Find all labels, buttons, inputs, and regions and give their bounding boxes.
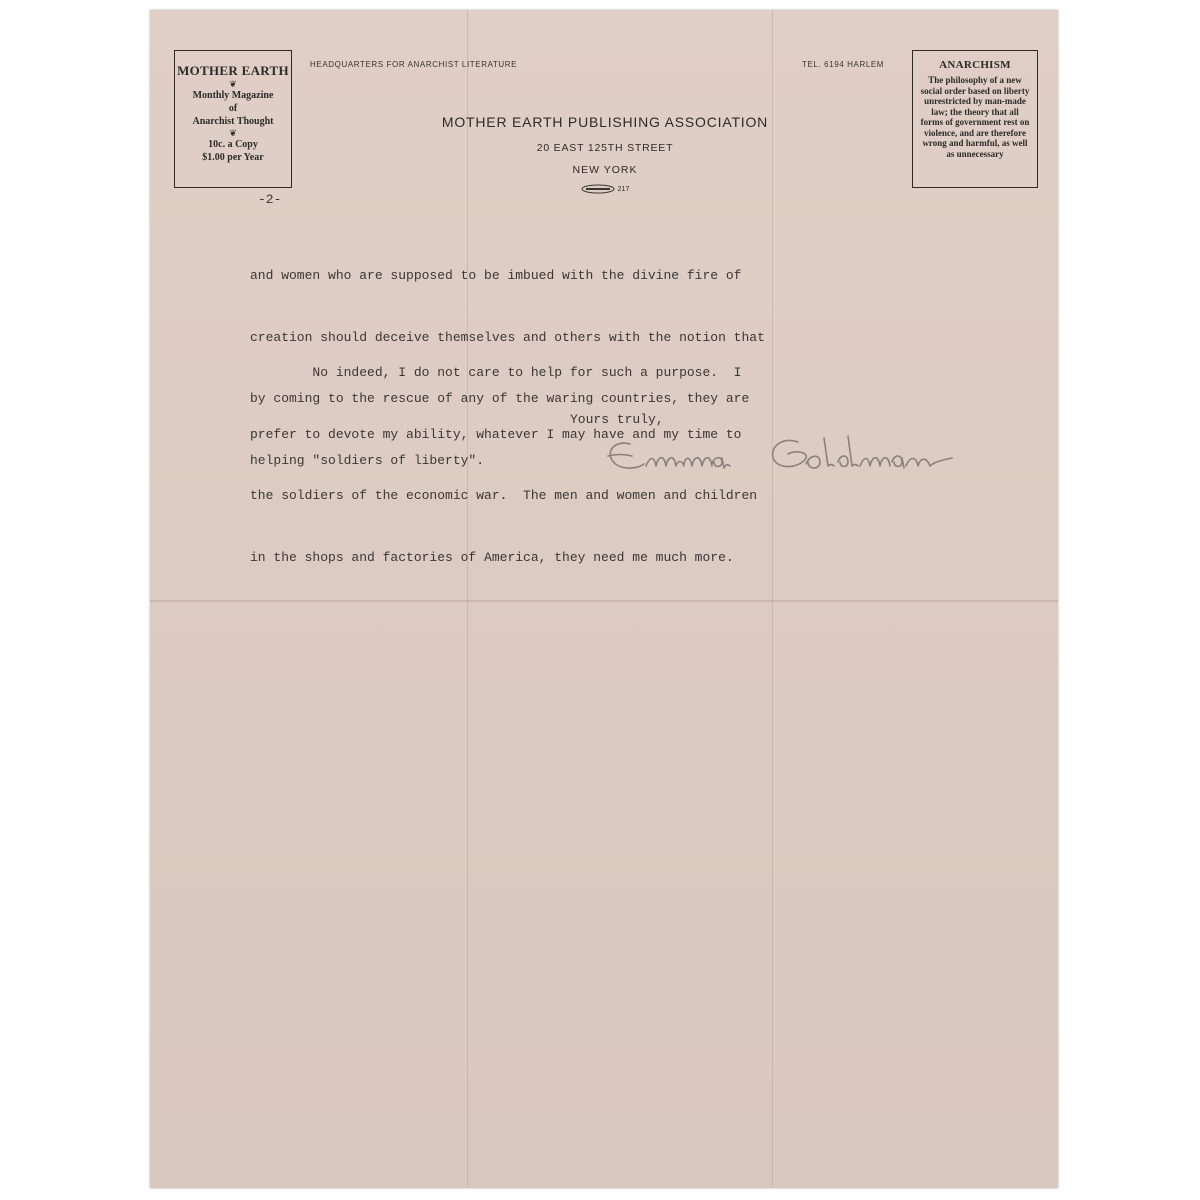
magazine-line: Anarchist Thought xyxy=(192,116,274,127)
ornament-icon: ❦ xyxy=(229,79,237,89)
text-line: prefer to devote my ability, whatever I may have and my time to xyxy=(250,426,742,442)
text-line: in the shops and factories of America, they need me much more. xyxy=(250,549,734,565)
letterhead-tagline: HEADQUARTERS FOR ANARCHIST LITERATURE xyxy=(310,60,518,69)
telephone-number: TEL. 6194 HARLEM xyxy=(802,60,885,69)
union-label-icon xyxy=(581,184,615,194)
letter-page xyxy=(150,10,1058,1188)
association-city: NEW YORK xyxy=(572,164,638,176)
magazine-title: MOTHER EARTH xyxy=(177,63,289,78)
anarchism-box xyxy=(912,50,1038,188)
handwritten-signature xyxy=(602,430,1002,490)
text-line: and women who are supposed to be imbued with the divine fire of xyxy=(250,268,742,283)
anarchism-title: ANARCHISM xyxy=(939,59,1011,71)
magazine-line: Monthly Magazine xyxy=(192,90,274,101)
association-address: 20 EAST 125TH STREET xyxy=(536,142,674,154)
magazine-line: of xyxy=(228,103,238,114)
ornament-icon: ❦ xyxy=(229,128,237,138)
text-line: creation should deceive themselves and others with the notion that xyxy=(250,329,765,345)
price-line: $1.00 per Year xyxy=(202,152,264,163)
text-line: by coming to the rescue of any of the waring countries, they are xyxy=(250,391,750,406)
text-line: helping "soldiers of liberty". xyxy=(250,452,485,468)
union-label xyxy=(380,184,830,194)
price-line: 10c. a Copy xyxy=(208,139,258,150)
union-label-number: 217 xyxy=(617,185,630,193)
text-line: No indeed, I do not care to help for such a purpose. I xyxy=(250,365,742,380)
association-header xyxy=(380,114,830,194)
mother-earth-box xyxy=(174,50,292,188)
closing-line: Yours truly, xyxy=(570,412,664,427)
page-number: -2- xyxy=(258,192,282,207)
association-name: MOTHER EARTH PUBLISHING ASSOCIATION xyxy=(441,114,769,130)
text-line: the soldiers of the economic war. The men and women and children xyxy=(250,488,758,503)
anarchism-definition: The philosophy of a new social order based on liberty unrestricted by man-made law; the theory that all forms of government rest on violence, and are therefore wrong and harmful, as well as unnecessary xyxy=(920,75,1030,159)
